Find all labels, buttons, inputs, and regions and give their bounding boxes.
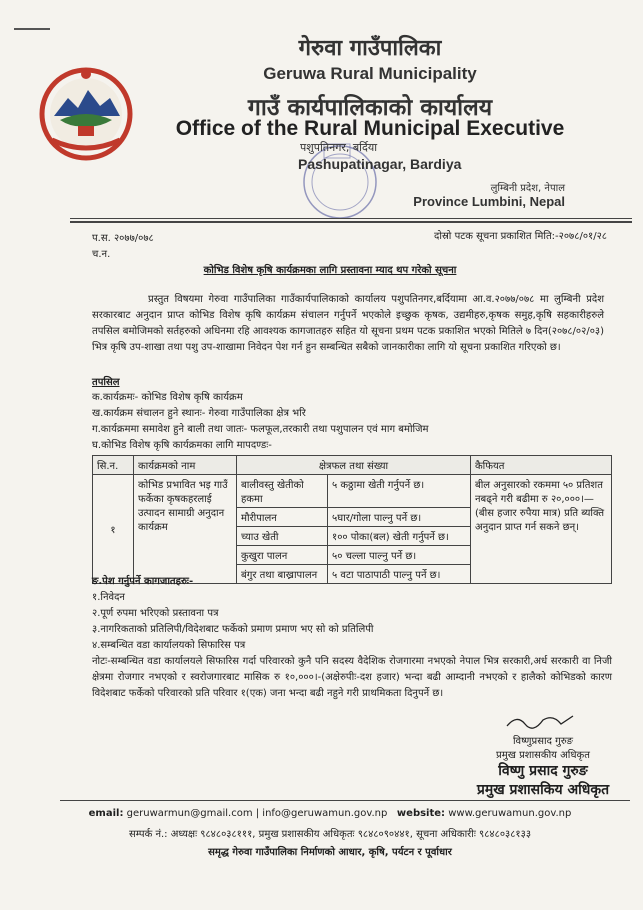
- serial-cell: १: [93, 475, 134, 584]
- nepal-emblem-icon: [38, 64, 134, 162]
- table-row: [93, 475, 612, 508]
- dispatch-number: च.न.: [92, 249, 111, 260]
- table-header: सि.न.: [93, 456, 134, 475]
- signature-scribble-icon: [503, 712, 583, 730]
- tapasil-heading: तपसिल: [92, 377, 120, 388]
- table-header: क्षेत्रफल तथा संख्या: [237, 456, 471, 475]
- signatory-title-small: प्रमुख प्रशासकीय अधिकृत: [496, 750, 590, 761]
- header-rule: [70, 218, 632, 219]
- province-en: Province Lumbini, Nepal: [413, 194, 565, 209]
- table-header: कैफियत: [471, 456, 612, 475]
- office-name-en: Office of the Rural Municipal Executive: [175, 117, 565, 140]
- letter-number: प.स. २०७७/०७८: [92, 233, 154, 244]
- signature-block: [468, 712, 618, 799]
- criteria-table: [92, 455, 612, 584]
- tapasil-item: ख.कार्यक्रम संचालन हुने स्थानः- गेरुवा गाउँपालिका क्षेत्र भरि: [92, 408, 306, 419]
- footer-rule: [60, 800, 630, 801]
- corner-mark: [14, 28, 50, 30]
- notice-date: दोस्रो पटक सूचना प्रकाशित मिति:-२०७८/०१/२८: [434, 231, 607, 242]
- program-cell: कोभिड प्रभावित भइ गाउँ फर्केका कृषकहरलाई उत्पादन सामाग्री अनुदान कार्यक्रम: [134, 475, 237, 584]
- signatory-title: प्रमुख प्रशासकिय अधिकृत: [476, 782, 610, 798]
- document-item: ३.नागरिकताको प्रतिलिपी/विदेशबाट फर्केको प्रमाण प्रमाण भए सो को प्रतिलिपी: [92, 624, 374, 635]
- footer-contact-line: [60, 808, 600, 819]
- document-item: ४.सम्बन्धित वडा कार्यालयको सिफारिस पत्र: [92, 640, 246, 651]
- area-cell: ५ वटा पाठापाठी पाल्नु पर्ने छ।: [328, 565, 471, 584]
- website-label: website:: [396, 808, 446, 819]
- signatory-scribble-name: विष्णुप्रसाद गुरुङ: [512, 736, 574, 747]
- area-cell: ५० चल्ला पाल्नु पर्ने छ।: [328, 546, 471, 565]
- address-en: Pashupatinagar, Bardiya: [298, 156, 462, 172]
- document-item: २.पूर्ण रुपमा भरिएको प्रस्तावना पत्र: [92, 608, 219, 619]
- signatory-name: विष्णु प्रसाद गुरुङ: [498, 763, 588, 779]
- header-rule-thick: [70, 221, 632, 223]
- item-cell: बालीवस्तु खेतीको हकमा: [237, 475, 328, 508]
- document-item: १.निवेदन: [92, 592, 125, 603]
- address-np: पशुपतिनगर, बर्दिया: [300, 141, 378, 154]
- table-header-row: [93, 456, 612, 475]
- note-text: नोटः-सम्बन्धित वडा कार्यालयले सिफारिस गर्दा परिवारको कुनै पनि सदस्य वैदेशिक रोजगारमा नभएको नेपाल भित्र सरकारी,अर्ध सरकारी वा निजी क्षेत्रमा रोजगार नभएको र स्वरोजगारबाट मासिक रु १०,०००।-(अक्षेरुपीः-दश हजार) भन्दा बढी आम्दानी नभएको र हालैको कोभिडको कारण विदेशबाट फर्केको परिवारको प्रति परिवार १(एक) जना भन्दा बढी नहुने गरी प्राथमिकता दिनुपर्ने छ।: [92, 656, 612, 699]
- tapasil-item: क.कार्यक्रमः- कोभिड विशेष कृषि कार्यक्रम: [92, 392, 243, 403]
- item-cell: मौरीपालन: [237, 508, 328, 527]
- area-cell: १०० पोका(बल) खेती गर्नुपर्ने छ।: [328, 527, 471, 546]
- municipality-name-en: Geruwa Rural Municipality: [263, 64, 477, 83]
- item-cell: च्याउ खेती: [237, 527, 328, 546]
- province-np: लुम्बिनी प्रदेश, नेपाल: [490, 183, 565, 194]
- item-cell: बंगुर तथा बाख्रापालन: [237, 565, 328, 584]
- documents-section: [92, 574, 612, 702]
- area-cell: ५घार/गोला पाल्नु पर्ने छ।: [328, 508, 471, 527]
- area-cell: ५ कठ्ठामा खेती गर्नुपर्ने छ।: [328, 475, 471, 508]
- municipality-name-np: गेरुवा गाउँपालिका: [298, 36, 442, 61]
- item-cell: कुखुरा पालन: [237, 546, 328, 565]
- remark-cell: बील अनुसारको रकममा ५० प्रतिशत नबढ्ने गरी बढीमा रु २०,०००।— (बीस हजार रुपैया मात्र) प्रति ब्यक्ति अनुदान प्राप्त गर्न सकने छन्।: [471, 475, 612, 584]
- footer-phone-line: सम्पर्क नं.: अध्यक्षः ९८४८०३८१११, प्रमुख प्रशासकीय अधिकृतः ९८४८०९०४४१, सूचना अधिकारीः ९८४८०३८१३३: [128, 829, 532, 840]
- email-value: geruwarmun@gmail.com | info@geruwamun.gov.np: [126, 808, 388, 819]
- documents-heading: ङ.पेश गर्नुपर्ने कागजातहरुः-: [92, 576, 194, 587]
- notice-body: प्रस्तुत विषयमा गेरुवा गाउँपालिका गाउँकार्यपालिकाको कार्यालय पशुपतिनगर,बर्दियामा आ.व.२०७७/०७८ मा लुम्बिनी प्रदेश सरकारबाट अनुदान प्राप्त कोभिड विशेष कृषि कार्यक्रम संचालन गर्नुपर्ने भएकोले इच्छुक कृषक, उद्यमीहरु,कृषक समुह,कृषि सहकारीहरुले तपसिल बमोजिमको सर्तहरुको अधिनमा रहि आवश्यक कागजातहरु सहित यो सूचना प्रथम पटक प्रकाशित भएको मितिले ७ दिन(२०७८/०२/०३) भित्र कृषि उप-शाखा तथा पशु उप-शाखामा निवेदन पेश गर्न हुन सम्बन्धित सबैको जानकारीका लागि यो सूचना प्रकाशित गरिएको छ।: [92, 294, 604, 353]
- notice-subject: कोभिड विशेष कृषि कार्यक्रमका लागि प्रस्तावना म्याद थप गरेको सूचना: [203, 265, 457, 276]
- office-name-np: गाउँ कार्यपालिकाको कार्यालय: [247, 95, 493, 121]
- tapasil-item: ग.कार्यक्रममा समावेश हुने बाली तथा जातः- फलफूल,तरकारी तथा पशुपालन एवं माग बमोजिम: [92, 424, 429, 435]
- footer-slogan: समृद्ध गेरुवा गाउँपालिका निर्माणको आधार, कृषि, पर्यटन र पूर्वाधार: [208, 847, 452, 858]
- tapasil-item: घ.कोभिड विशेष कृषि कार्यक्रमका लागि मापदण्डः-: [92, 440, 272, 451]
- email-label: email:: [88, 808, 124, 819]
- website-value: www.geruwamun.gov.np: [448, 808, 572, 819]
- table-header: कार्यक्रमको नाम: [134, 456, 237, 475]
